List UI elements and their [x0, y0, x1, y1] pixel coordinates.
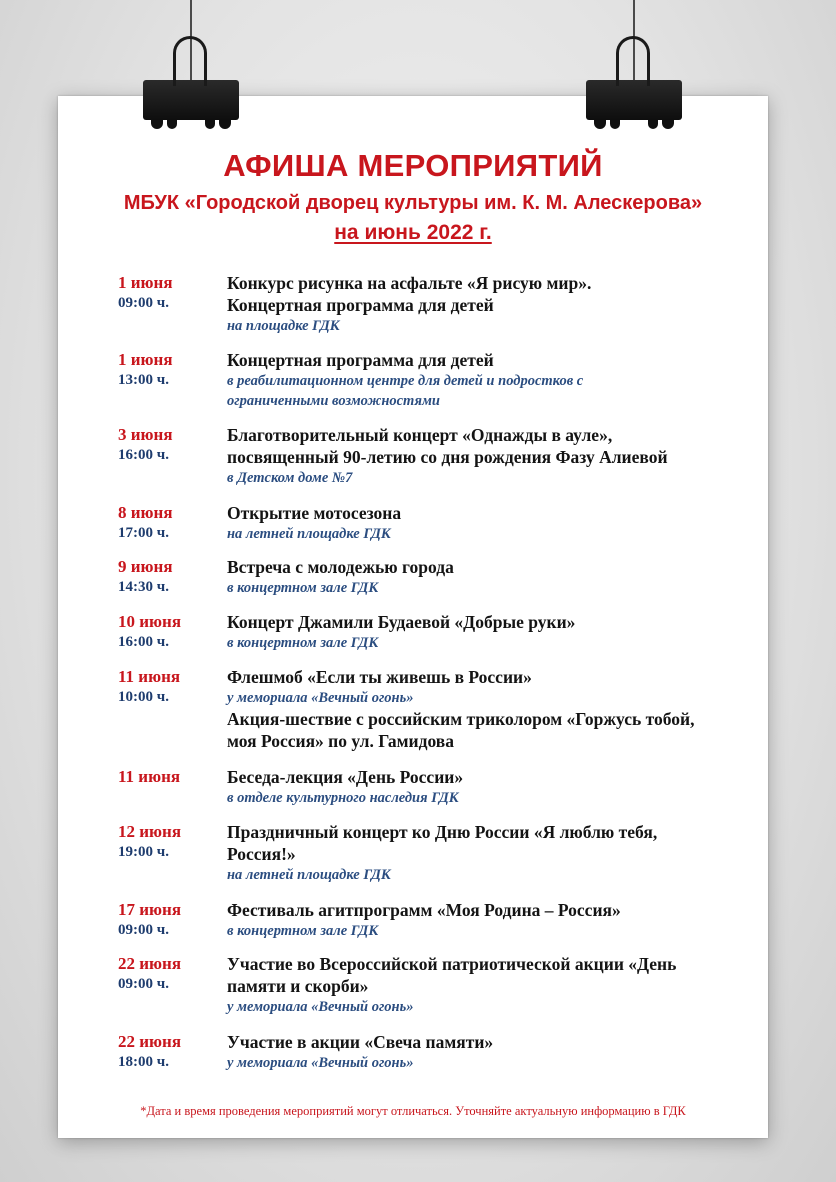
- event-details: [227, 611, 761, 653]
- event-date: 12 июня: [118, 822, 182, 841]
- event-time: 16:00 ч.: [118, 634, 169, 650]
- event-location: ограниченными возможностями: [227, 393, 440, 409]
- event-time: 19:00 ч.: [118, 844, 169, 860]
- event-location: у мемориала «Вечный огонь»: [227, 1055, 414, 1071]
- event-details: [227, 766, 761, 808]
- event-details: [227, 821, 761, 885]
- event-date: 17 июня: [118, 900, 182, 919]
- event-date: 1 июня: [118, 273, 173, 292]
- event-title: Беседа-лекция «День России»: [227, 767, 464, 787]
- event-time: 13:00 ч.: [118, 372, 169, 388]
- event-details: [227, 1031, 761, 1073]
- event-date: 10 июня: [118, 612, 182, 631]
- event-location: в концертном зале ГДК: [227, 580, 379, 596]
- event-time: 10:00 ч.: [118, 689, 169, 705]
- event-date: 1 июня: [118, 350, 173, 369]
- event-details: [227, 502, 761, 544]
- event-title: Концертная программа для детей: [227, 295, 494, 315]
- poster-title: АФИША МЕРОПРИЯТИЙ: [223, 148, 603, 183]
- event-location: на площадке ГДК: [227, 318, 340, 334]
- event-date: 8 июня: [118, 503, 173, 522]
- event-location: у мемориала «Вечный огонь»: [227, 690, 414, 706]
- event-title: Встреча с молодежью города: [227, 557, 454, 577]
- event-title: Фестиваль агитпрограмм «Моя Родина – Россия»: [227, 900, 621, 920]
- event-location: в отделе культурного наследия ГДК: [227, 790, 459, 806]
- event-details: [227, 424, 761, 488]
- event-details: [227, 272, 761, 336]
- event-title: Россия!»: [227, 844, 296, 864]
- event-details: [227, 899, 761, 941]
- event-time: 14:30 ч.: [118, 579, 169, 595]
- event-location: в концертном зале ГДК: [227, 635, 379, 651]
- event-date: 11 июня: [118, 667, 181, 686]
- event-location: в концертном зале ГДК: [227, 923, 379, 939]
- event-title: Конкурс рисунка на асфальте «Я рисую мир».: [227, 273, 592, 293]
- event-title: Участие в акции «Свеча памяти»: [227, 1032, 494, 1052]
- poster-period: на июнь 2022 г.: [334, 221, 492, 244]
- event-time: 16:00 ч.: [118, 447, 169, 463]
- event-title: Участие во Всероссийской патриотической акции «День: [227, 954, 677, 974]
- event-date: 22 июня: [118, 1032, 182, 1051]
- event-date: 9 июня: [118, 557, 173, 576]
- event-time: 09:00 ч.: [118, 295, 169, 311]
- event-details: [227, 349, 761, 411]
- event-title: моя Россия» по ул. Гамидова: [227, 731, 454, 751]
- event-time: 09:00 ч.: [118, 976, 169, 992]
- event-location: на летней площадке ГДК: [227, 867, 391, 883]
- event-title: Концертная программа для детей: [227, 350, 494, 370]
- event-date: 3 июня: [118, 425, 173, 444]
- event-title: Флешмоб «Если ты живешь в России»: [227, 667, 532, 687]
- event-title: Открытие мотосезона: [227, 503, 402, 523]
- poster-subtitle: МБУК «Городской дворец культуры им. К. М. Алескерова»: [123, 192, 703, 214]
- poster-sheet: [58, 96, 768, 1138]
- binder-clip-icon: [586, 80, 682, 120]
- event-title: Благотворительный концерт «Однажды в ауле»,: [227, 425, 613, 445]
- event-title: посвященный 90-летию со дня рождения Фазу Алиевой: [227, 447, 668, 467]
- event-location: в Детском доме №7: [227, 470, 353, 486]
- event-title: Акция-шествие с российским триколором «Горжусь тобой,: [227, 709, 695, 729]
- event-location: в реабилитационном центре для детей и подростков с: [227, 373, 584, 389]
- event-details: [227, 556, 761, 598]
- event-time: 09:00 ч.: [118, 922, 169, 938]
- binder-clip-icon: [143, 80, 239, 120]
- event-details: [227, 953, 761, 1017]
- event-location: у мемориала «Вечный огонь»: [227, 999, 414, 1015]
- footnote: *Дата и время проведения мероприятий могут отличаться. Уточняйте актуальную информацию в ГДК: [140, 1104, 686, 1118]
- event-date: 11 июня: [118, 767, 181, 786]
- event-title: памяти и скорби»: [227, 976, 369, 996]
- event-details: [227, 666, 761, 752]
- event-location: на летней площадке ГДК: [227, 526, 391, 542]
- event-title: Праздничный концерт ко Дню России «Я люблю тебя,: [227, 822, 658, 842]
- event-title: Концерт Джамили Будаевой «Добрые руки»: [227, 612, 576, 632]
- event-time: 17:00 ч.: [118, 525, 169, 541]
- event-date: 22 июня: [118, 954, 182, 973]
- event-time: 18:00 ч.: [118, 1054, 169, 1070]
